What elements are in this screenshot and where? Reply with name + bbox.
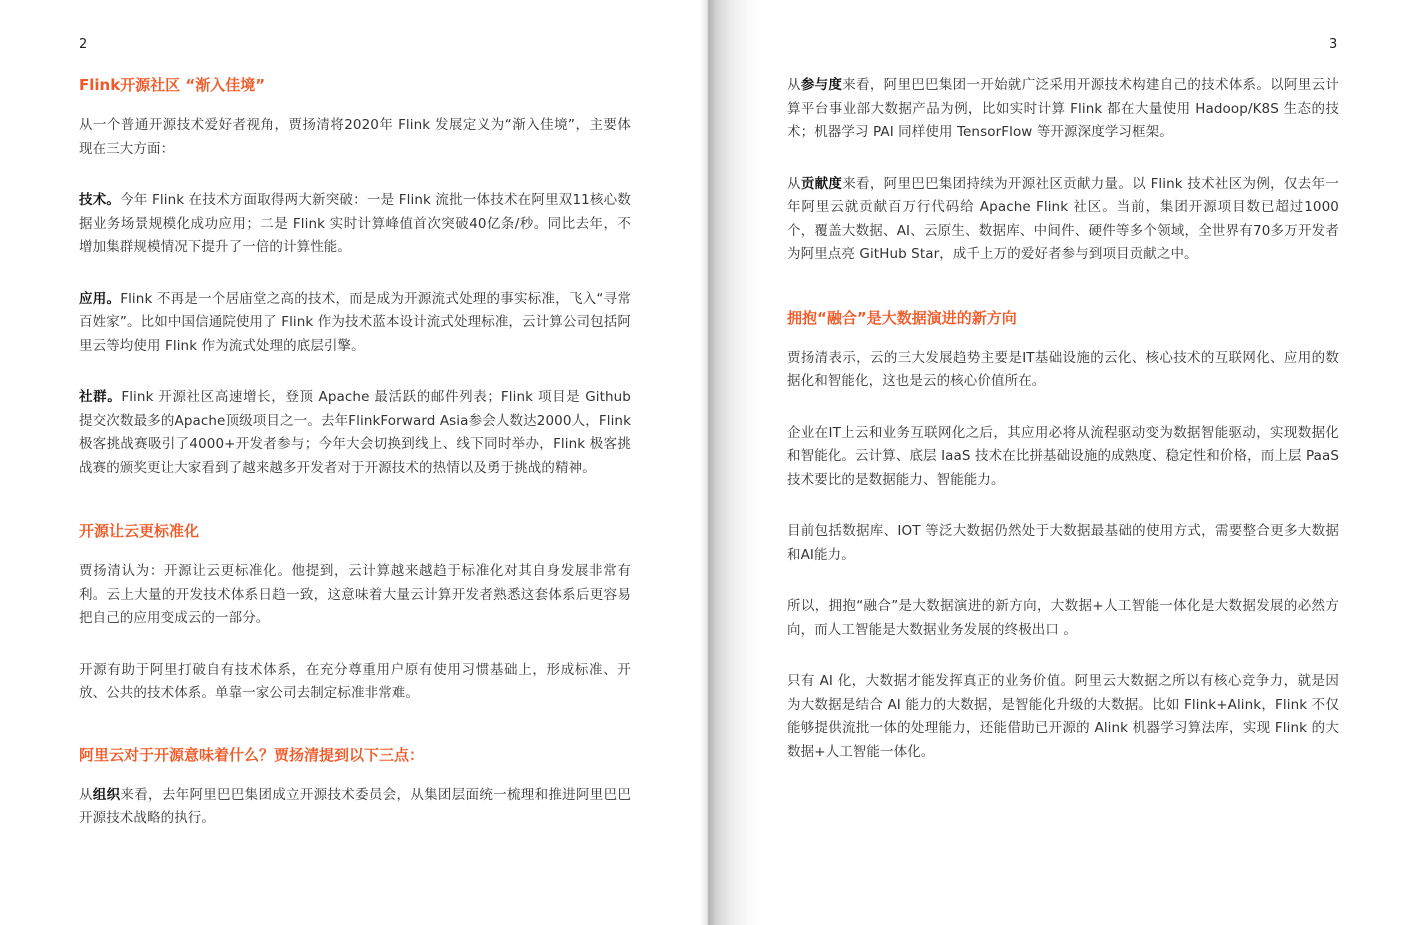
page-number-right: 3: [1329, 37, 1338, 52]
heading-standard: 开源让云更标准化: [79, 522, 200, 540]
fusion-paragraph-5: 只有 AI 化，大数据才能发挥真正的业务价值。阿里云大数据之所以有核心竞争力，就是因为大数据是结合 AI 能力的大数据，是智能化升级的大数据。比如 Flink+Alink，Flink 不仅能够提供流批一体的处理能力，还能借助已开源的 Alink 机器学习算法库，实现 Flink 的大数据+人工智能一体化。: [787, 673, 1339, 760]
app-lead: 应用。: [79, 290, 121, 307]
contribution-text: 来看，阿里巴巴集团持续为开源社区贡献力量。以 Flink 技术社区为例，仅去年一年阿里云就贡献百万行代码给 Apache Flink 社区。当前，集团开源项目数已超过1000个，覆盖大数据、AI、云原生、数据库、中间件、硬件等多个领域，全世界有70多万开发者为阿里点亮 GitHub Star，成千上万的爱好者参与到项目贡献之中。: [787, 175, 1339, 262]
left-page-column: [79, 74, 631, 859]
tech-paragraph: [79, 189, 631, 260]
app-paragraph: [79, 288, 631, 359]
org-pre: 从: [79, 786, 93, 803]
fusion-paragraph-1: 贾扬清表示，云的三大发展趋势主要是IT基础设施的云化、核心技术的互联网化、应用的数据化和智能化，这也是云的核心价值所在。: [787, 349, 1339, 389]
intro-paragraph: 从一个普通开源技术爱好者视角，贾扬清将2020年 Flink 发展定义为“渐入佳境”，主要体现在三大方面：: [79, 117, 631, 157]
app-text: Flink 不再是一个居庙堂之高的技术，而是成为开源流式处理的事实标准，飞入“寻常百姓家”。比如中国信通院使用了 Flink 作为技术蓝本设计流式处理标准，云计算公司包括阿里云等均使用 Flink 作为流式处理的底层引擎。: [79, 290, 631, 354]
participation-lead: 参与度: [800, 77, 843, 93]
contribution-pre: 从: [787, 175, 801, 192]
participation-text: 来看，阿里巴巴集团一开始就广泛采用开源技术构建自己的技术体系。以阿里云计算平台事业部大数据产品为例，比如实时计算 Flink 都在大量使用 Hadoop/K8S 生态的技术；机器学习 PAI 同样使用 TensorFlow 等开源深度学习框架。: [787, 77, 1339, 140]
heading-fusion: 拥抱“融合”是大数据演进的新方向: [787, 308, 1017, 327]
tech-lead: 技术。: [79, 192, 121, 208]
tech-text: 今年 Flink 在技术方面取得两大新突破：一是 Flink 流批一体技术在阿里双11核心数据业务场景规模化成功应用；二是 Flink 实时计算峰值首次突破40亿条/秒。同比去年，不增加集群规模情况下提升了一倍的计算性能。: [79, 192, 631, 255]
right-page: [708, 0, 1417, 925]
right-page-column: [787, 74, 1339, 792]
page-number-left: 2: [79, 37, 88, 52]
fusion-paragraph-4: 所以，拥抱“融合”是大数据演进的新方向，大数据+人工智能一体化是大数据发展的必然方向，而人工智能是大数据业务发展的终极出口 。: [787, 598, 1339, 638]
community-lead: 社群。: [79, 389, 122, 405]
fusion-paragraph-2: 企业在IT上云和业务互联网化之后，其应用必将从流程驱动变为数据智能驱动，实现数据化和智能化。云计算、底层 IaaS 技术在比拼基础设施的成熟度、稳定性和价格，而上层 PaaS 技术要比的是数据能力、智能能力。: [787, 424, 1339, 488]
standard-paragraph-1: 贾扬清认为：开源让云更标准化。他提到，云计算越来越趋于标准化对其自身发展非常有利。云上大量的开发技术体系日趋一致，这意味着大量云计算开发者熟悉这套体系后更容易把自己的应用变成云的一部分。: [79, 563, 631, 626]
community-paragraph: [79, 386, 631, 480]
standard-paragraph-2: 开源有助于阿里打破自有技术体系，在充分尊重用户原有使用习惯基础上，形成标准、开放、公共的技术体系。单靠一家公司去制定标准非常难。: [79, 661, 631, 701]
org-lead: 组织: [92, 786, 121, 803]
community-text: Flink 开源社区高速增长，登顶 Apache 最活跃的邮件列表；Flink 项目是 Github 提交次数最多的Apache顶级项目之一。去年FlinkForward Asia参会人数达2000人，Flink 极客挑战赛吸引了4000+开发者参与；今年大会切换到线上、线下同时举办，Flink 极客挑战赛的颁奖更让大家看到了越来越多开发者对于开源技术的热情以及勇于挑战的精神。: [79, 389, 631, 476]
participation-paragraph: [787, 74, 1339, 145]
org-paragraph: [79, 784, 631, 831]
org-text: 来看，去年阿里巴巴集团成立开源技术委员会，从集团层面统一梳理和推进阿里巴巴开源技术战略的执行。: [79, 786, 631, 826]
fusion-paragraph-3: 目前包括数据库、IOT 等泛大数据仍然处于大数据最基础的使用方式，需要整合更多大数据和AI能力。: [787, 523, 1339, 563]
contribution-lead: 贡献度: [800, 175, 843, 192]
participation-pre: 从: [787, 77, 801, 93]
left-page: [0, 0, 708, 925]
contribution-paragraph: [787, 173, 1339, 267]
heading-community: Flink开源社区 “渐入佳境”: [79, 76, 266, 94]
heading-meaning: 阿里云对于开源意味着什么？贾扬清提到以下三点：: [79, 745, 425, 764]
